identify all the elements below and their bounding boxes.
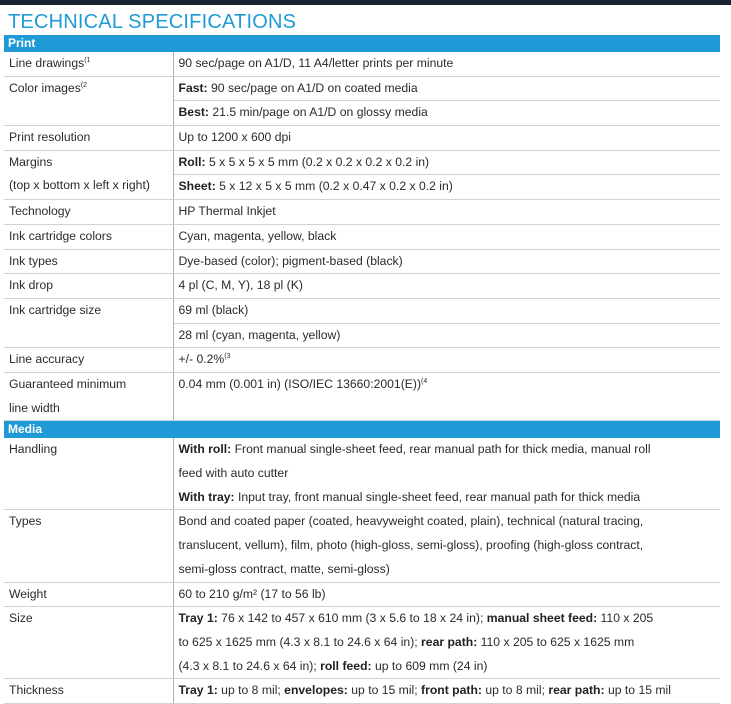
row-value: Bond and coated paper (coated, heavyweight coated, plain), technical (natural tracing, translucent, vellum), film, photo (high-gloss, semi-gloss), proofing (high-gloss contract, semi-gloss contract, matte, semi-gloss)	[173, 510, 720, 582]
row-value: Tray 1: 76 x 142 to 457 x 610 mm (3 x 5.6 to 18 x 24 in); manual sheet feed: 110 x 205 to 625 x 1625 mm (4.3 x 8.1 to 24.6 x 64 in); rear path: 110 x 205 to 625 x 1625 mm (4.3 x 8.1 to 24.6 x 64 in); roll feed: up to 609 mm (24 in)	[173, 607, 720, 679]
table-row	[4, 373, 720, 421]
row-value: 0.04 mm (0.001 in) (ISO/IEC 13660:2001(E))$^{(4}$	[173, 373, 720, 421]
row-label: Size	[4, 607, 173, 679]
row-value: Roll: 5 x 5 x 5 x 5 mm (0.2 x 0.2 x 0.2 x 0.2 in) Sheet: 5 x 12 x 5 x 5 mm (0.2 x 0.47 x 0.2 x 0.2 in)	[173, 150, 720, 199]
row-label: Types	[4, 510, 173, 582]
spec-table	[4, 35, 720, 704]
row-label: Guaranteed minimum line width	[4, 373, 173, 421]
table-row	[4, 150, 720, 199]
table-row	[4, 348, 720, 373]
section-header-print	[4, 35, 720, 52]
section-header-media	[4, 421, 720, 438]
row-value: With roll: Front manual single-sheet feed, rear manual path for thick media, manual roll feed with auto cutter With tray: Input tray, front manual single-sheet feed, rear manual path for thick media	[173, 438, 720, 510]
table-row	[4, 249, 720, 274]
row-value: Fast: 90 sec/page on A1/D on coated media Best: 21.5 min/page on A1/D on glossy media	[173, 76, 720, 125]
page-title: TECHNICAL SPECIFICATIONS	[8, 11, 297, 33]
row-label: Line drawings$^{(1}$	[4, 52, 173, 77]
table-row	[4, 126, 720, 151]
row-label: Line accuracy	[4, 348, 173, 373]
table-row	[4, 224, 720, 249]
row-label: Handling	[4, 438, 173, 510]
row-label: Ink types	[4, 249, 173, 274]
table-row	[4, 607, 720, 679]
row-value: +/- 0.2%$^{(3}$	[173, 348, 720, 373]
row-value: Up to 1200 x 600 dpi	[173, 126, 720, 151]
row-value: 69 ml (black) 28 ml (cyan, magenta, yellow)	[173, 298, 720, 347]
table-row	[4, 438, 720, 510]
table-row	[4, 52, 720, 77]
row-value: HP Thermal Inkjet	[173, 200, 720, 225]
row-label: Ink cartridge colors	[4, 224, 173, 249]
table-row	[4, 510, 720, 582]
row-value: Dye-based (color); pigment-based (black)	[173, 249, 720, 274]
table-row	[4, 679, 720, 704]
table-row	[4, 298, 720, 347]
row-label: Weight	[4, 582, 173, 607]
row-value: 4 pl (C, M, Y), 18 pl (K)	[173, 274, 720, 299]
table-row	[4, 582, 720, 607]
table-row	[4, 76, 720, 125]
section-title: Media	[4, 421, 720, 438]
row-label: Color images$^{(2}$	[4, 76, 173, 125]
table-row	[4, 200, 720, 225]
row-label: Ink cartridge size	[4, 298, 173, 347]
top-band	[0, 0, 731, 5]
row-value: Tray 1: up to 8 mil; envelopes: up to 15 mil; front path: up to 8 mil; rear path: up to 15 mil	[173, 679, 720, 704]
row-value: Cyan, magenta, yellow, black	[173, 224, 720, 249]
row-label: Margins (top x bottom x left x right)	[4, 150, 173, 199]
row-label: Print resolution	[4, 126, 173, 151]
row-label: Ink drop	[4, 274, 173, 299]
table-row	[4, 274, 720, 299]
row-label: Thickness	[4, 679, 173, 704]
section-title: Print	[4, 35, 720, 52]
row-label: Technology	[4, 200, 173, 225]
row-value: 60 to 210 g/m² (17 to 56 lb)	[173, 582, 720, 607]
row-value: 90 sec/page on A1/D, 11 A4/letter prints per minute	[173, 52, 720, 77]
